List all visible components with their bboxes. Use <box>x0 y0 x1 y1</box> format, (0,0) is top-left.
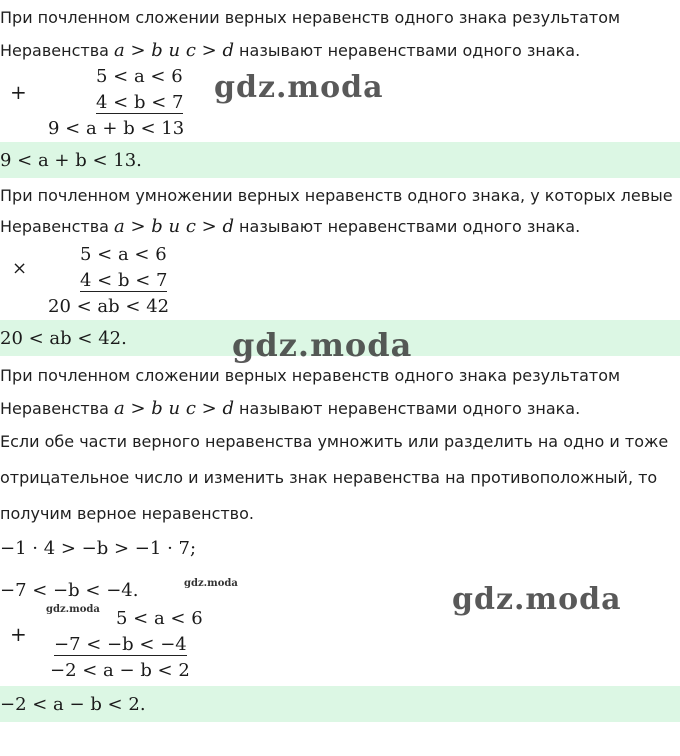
watermark-2: gdz.moda <box>232 326 413 364</box>
negation-step-2: −7 < −b < −4. <box>0 580 139 601</box>
paragraph-2-math: a > b и c > d <box>114 40 234 61</box>
paragraph-6-math: a > b и c > d <box>114 398 234 419</box>
watermark-3: gdz.moda <box>452 582 622 617</box>
paragraph-2-suffix: называют неравенствами одного знака. <box>233 41 581 60</box>
sum2-row1: 5 < a < 6 <box>116 608 203 629</box>
sum2-row3: −2 < a − b < 2 <box>50 660 190 681</box>
result-2: 20 < ab < 42. <box>0 328 127 349</box>
sum2-row2: −7 < −b < −4 <box>54 634 187 655</box>
paragraph-2 <box>0 40 580 61</box>
result-1: 9 < a + b < 13. <box>0 150 142 171</box>
paragraph-8: отрицательное число и изменить знак неравенства на противоположный, то <box>0 468 658 487</box>
result-3: −2 < a − b < 2. <box>0 694 146 715</box>
sum1-row2: 4 < b < 7 <box>96 92 184 113</box>
watermark-small-2: gdz.moda <box>46 604 100 615</box>
watermark-small-1: gdz.moda <box>184 578 238 589</box>
paragraph-2-prefix: Неравенства <box>0 41 115 60</box>
sum1-row3: 9 < a + b < 13 <box>48 118 185 139</box>
prod-row2: 4 < b < 7 <box>80 270 168 291</box>
sum2-operator: + <box>10 622 27 646</box>
paragraph-6-suffix: называют неравенствами одного знака. <box>233 399 581 418</box>
paragraph-4-prefix: Неравенства <box>0 217 115 236</box>
paragraph-6-prefix: Неравенства <box>0 399 115 418</box>
sum1-operator: + <box>10 80 27 104</box>
paragraph-5: При почленном сложении верных неравенств одного знака результатом <box>0 366 621 385</box>
paragraph-4-suffix: называют неравенствами одного знака. <box>233 217 581 236</box>
negation-step-1: −1 · 4 > −b > −1 · 7; <box>0 538 197 559</box>
paragraph-9: получим верное неравенство. <box>0 504 254 523</box>
prod-operator: × <box>12 258 28 279</box>
paragraph-4 <box>0 216 580 237</box>
sum1-row1: 5 < a < 6 <box>96 66 183 87</box>
prod-row1: 5 < a < 6 <box>80 244 167 265</box>
paragraph-4-math: a > b и c > d <box>114 216 234 237</box>
paragraph-1: При почленном сложении верных неравенств одного знака результатом <box>0 8 621 27</box>
paragraph-3: При почленном умножении верных неравенств одного знака, у которых левые <box>0 186 673 205</box>
paragraph-7: Если обе части верного неравенства умножить или разделить на одно и тоже <box>0 432 669 451</box>
prod-row3: 20 < ab < 42 <box>48 296 170 317</box>
watermark-1: gdz.moda <box>214 70 384 105</box>
paragraph-6 <box>0 398 580 419</box>
